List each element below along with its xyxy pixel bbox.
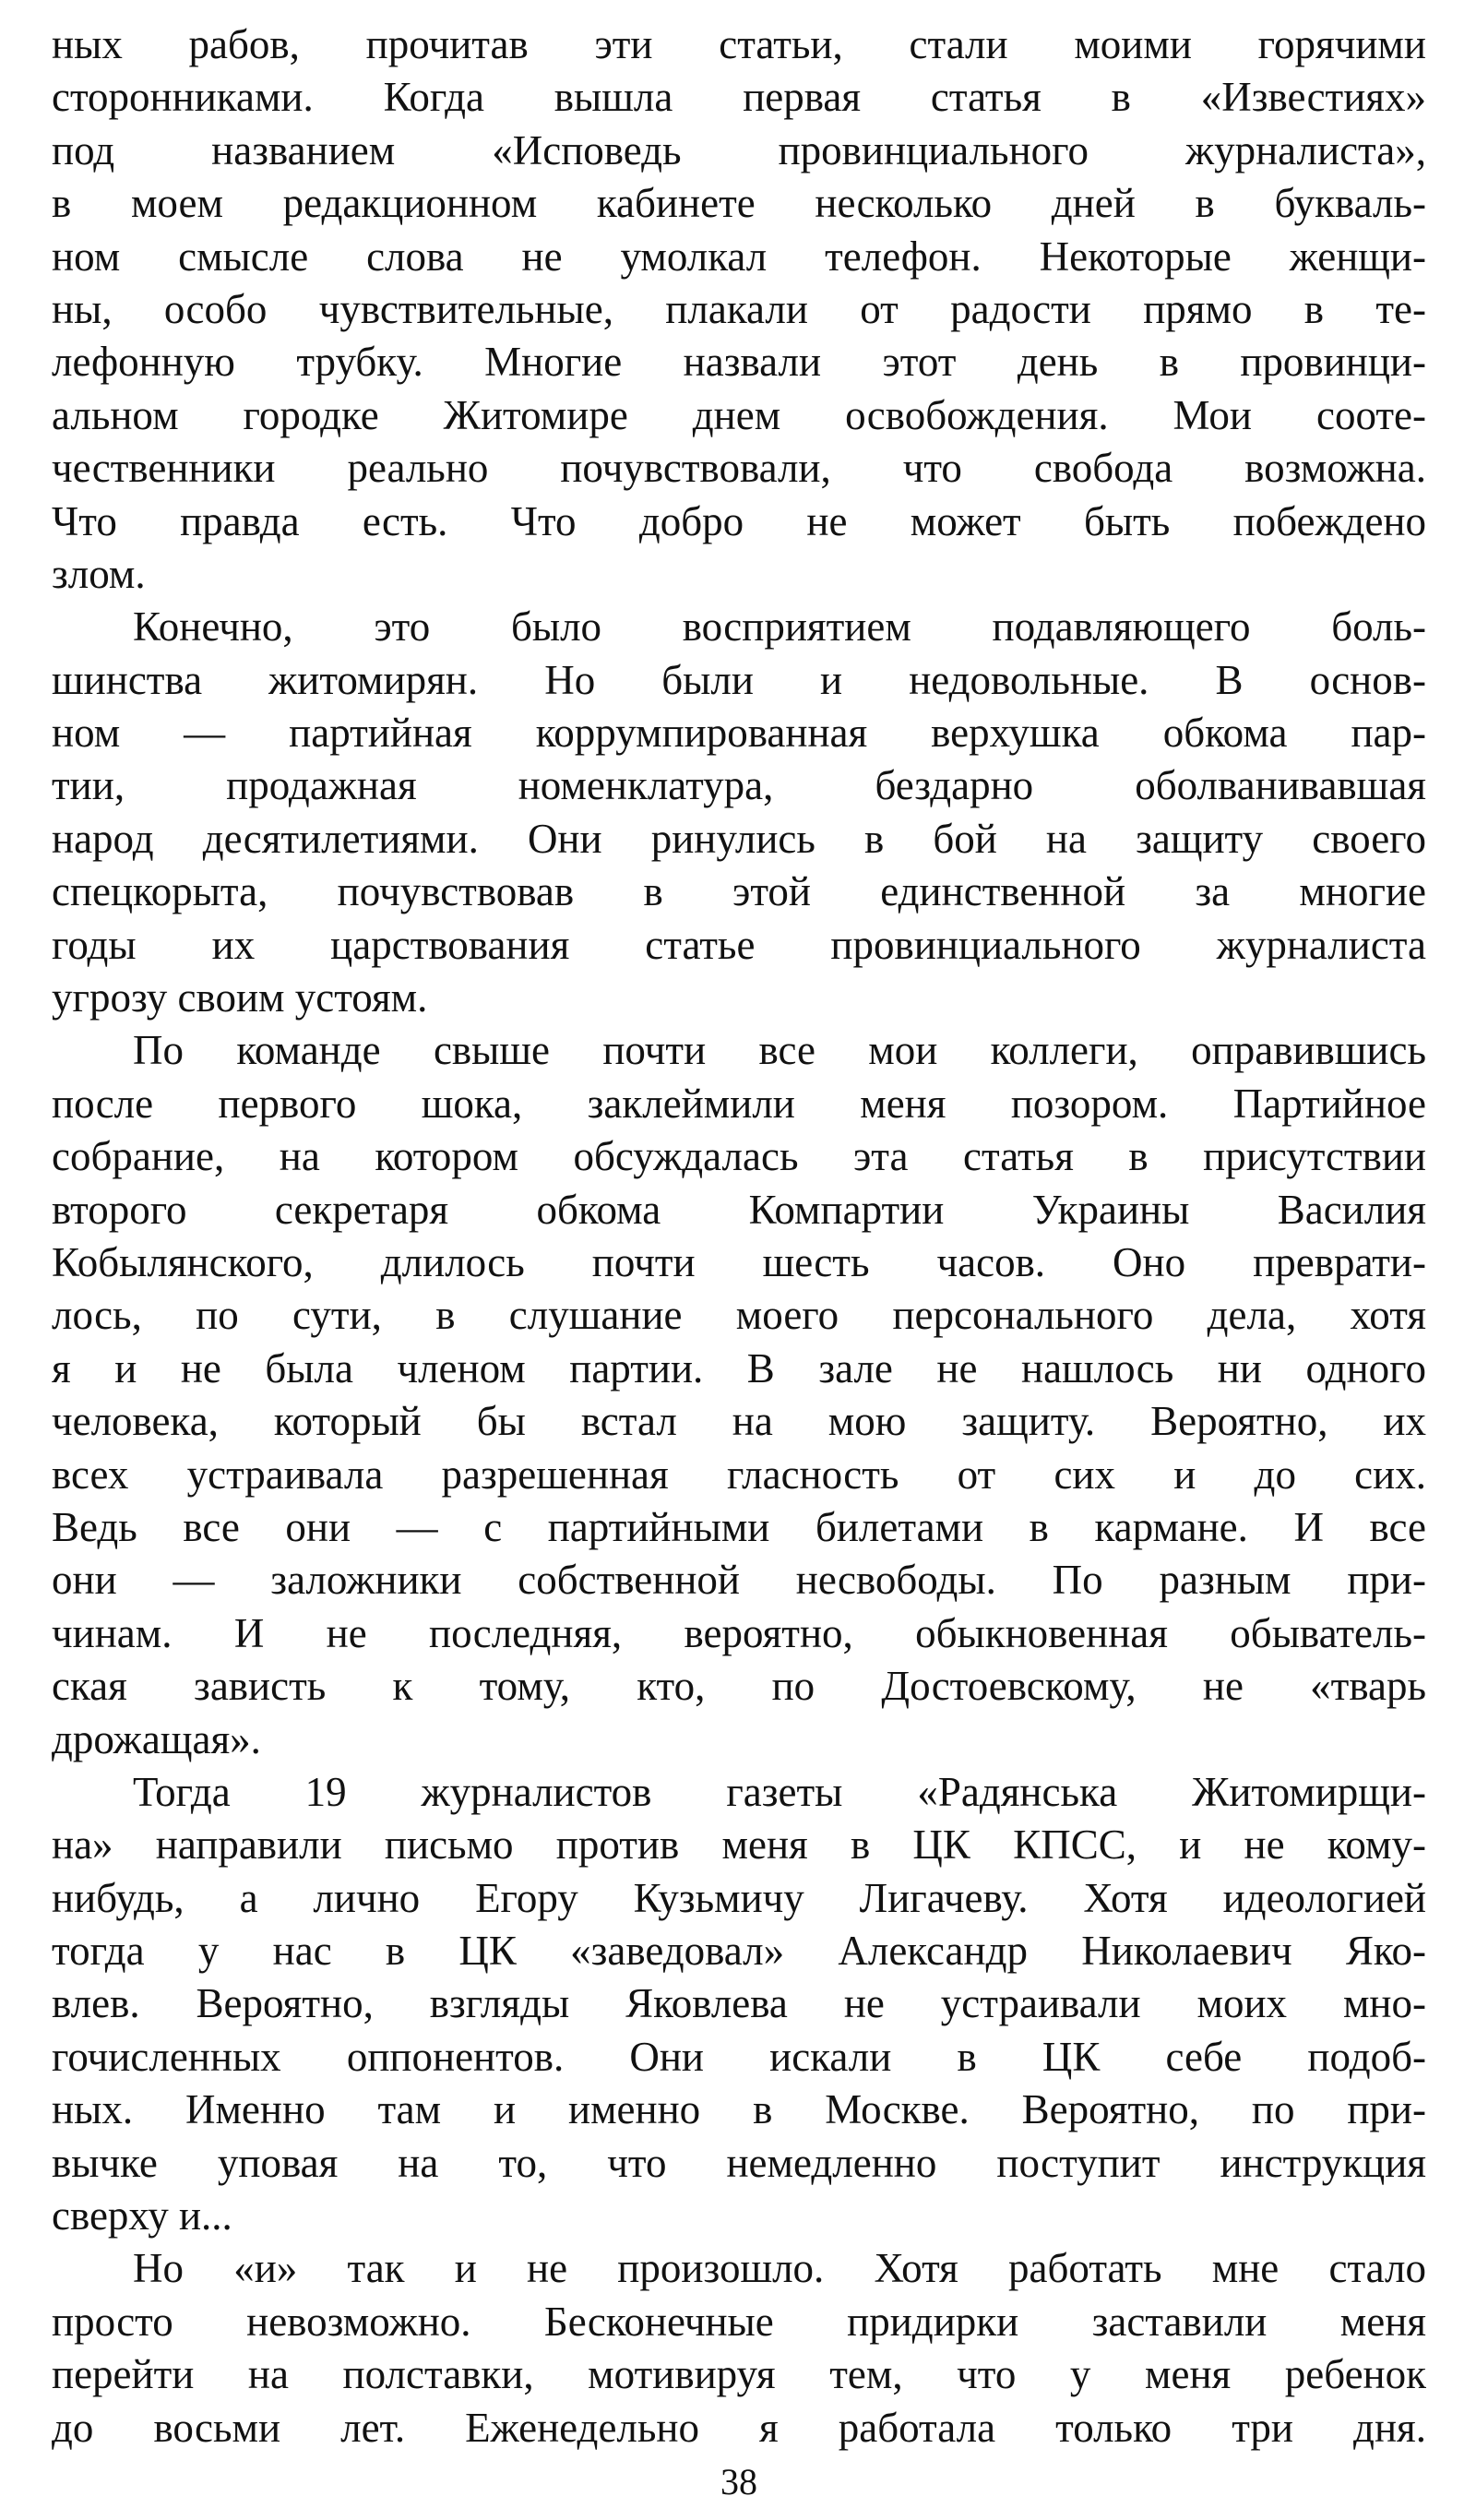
text-line: сторонниками. Когда вышла первая статья в «Известиях»	[52, 74, 1426, 121]
text-line: спецкорыта, почувствовав в этой единственной за многие	[52, 868, 1426, 915]
text-line: до восьми лет. Еженедельно я работала только три дня.	[52, 2404, 1426, 2451]
text-line: сверху и...	[52, 2192, 232, 2239]
text-line: ных. Именно там и именно в Москве. Вероятно, по при-	[52, 2086, 1426, 2133]
text-line: По команде свыше почти все мои коллеги, оправившись	[133, 1027, 1426, 1074]
text-line: человека, который бы встал на мою защиту. Вероятно, их	[52, 1398, 1426, 1445]
paragraph	[52, 1766, 1426, 2243]
text-line: чественники реально почувствовали, что свобода возможна.	[52, 445, 1426, 492]
text-line: вычке уповая на то, что немедленно поступит инструкция	[52, 2139, 1426, 2186]
text-line: всех устраивала разрешенная гласность от сих и до сих.	[52, 1451, 1426, 1498]
text-line: нибудь, а лично Егору Кузьмичу Лигачеву. Хотя идеологией	[52, 1874, 1426, 1921]
text-line: лось, по сути, в слушание моего персонального дела, хотя	[52, 1292, 1426, 1339]
text-line: на» направили письмо против меня в ЦК КПСС, и не кому-	[52, 1821, 1426, 1869]
paragraph	[52, 18, 1426, 601]
text-line: я и не была членом партии. В зале не нашлось ни одного	[52, 1344, 1426, 1391]
text-line: лефонную трубку. Многие назвали этот день в провинци-	[52, 339, 1426, 386]
text-line: тогда у нас в ЦК «заведовал» Александр Николаевич Яко-	[52, 1928, 1426, 1975]
text-line: тии, продажная номенклатура, бездарно оболванивавшая	[52, 762, 1426, 809]
text-line: злом.	[52, 550, 146, 597]
text-line: Но «и» так и не произошло. Хотя работать мне стало	[133, 2245, 1426, 2292]
text-line: ская зависть к тому, кто, по Достоевскому, не «тварь	[52, 1663, 1426, 1710]
text-line: Кобылянского, длилось почти шесть часов. Оно преврати-	[52, 1238, 1426, 1285]
text-line: гочисленных оппонентов. Они искали в ЦК себе подоб-	[52, 2033, 1426, 2080]
text-line: ном — партийная коррумпированная верхушка обкома пар-	[52, 710, 1426, 757]
text-line: Что правда есть. Что добро не может быть побеждено	[52, 497, 1426, 544]
page-number: 38	[720, 2461, 757, 2502]
text-line: влев. Вероятно, взгляды Яковлева не устраивали моих мно-	[52, 1980, 1426, 2027]
text-line: Конечно, это было восприятием подавляющего боль-	[133, 603, 1426, 651]
text-line: ном смысле слова не умолкал телефон. Некоторые женщи-	[52, 233, 1426, 280]
text-line: ных рабов, прочитав эти статьи, стали моими горячими	[52, 21, 1426, 67]
text-line: под названием «Исповедь провинциального журналиста»,	[52, 126, 1426, 173]
text-line: ны, особо чувствительные, плакали от радости прямо в те-	[52, 285, 1426, 332]
text-line: они — заложники собственной несвободы. По разным при-	[52, 1557, 1426, 1604]
text-line: собрание, на котором обсуждалась эта статья в присутствии	[52, 1133, 1426, 1180]
text-line: просто невозможно. Бесконечные придирки заставили меня	[52, 2298, 1426, 2345]
text-line: после первого шока, заклеймили меня позором. Партийное	[52, 1080, 1426, 1127]
text-line: годы их царствования статье провинциального журналиста	[52, 921, 1426, 968]
body-text	[52, 18, 1426, 2454]
text-line: альном городке Житомире днем освобождения. Мои сооте-	[52, 391, 1426, 438]
paragraph	[52, 2242, 1426, 2454]
text-line: Ведь все они — с партийными билетами в кармане. И все	[52, 1503, 1426, 1550]
text-line: в моем редакционном кабинете несколько дней в букваль-	[52, 180, 1426, 227]
text-line: дрожащая».	[52, 1715, 261, 1762]
paragraph	[52, 1024, 1426, 1765]
text-line: перейти на полставки, мотивируя тем, что у меня ребенок	[52, 2351, 1426, 2398]
book-page	[52, 18, 1426, 2510]
paragraph	[52, 601, 1426, 1024]
text-line: угрозу своим устоям.	[52, 974, 428, 1021]
text-line: Тогда 19 журналистов газеты «Радянська Житомирщи-	[133, 1768, 1426, 1815]
text-line: чинам. И не последняя, вероятно, обыкновенная обыватель-	[52, 1609, 1426, 1656]
text-line: народ десятилетиями. Они ринулись в бой на защиту своего	[52, 815, 1426, 862]
text-line: второго секретаря обкома Компартии Украины Василия	[52, 1186, 1426, 1233]
text-line: шинства житомирян. Но были и недовольные. В основ-	[52, 656, 1426, 703]
